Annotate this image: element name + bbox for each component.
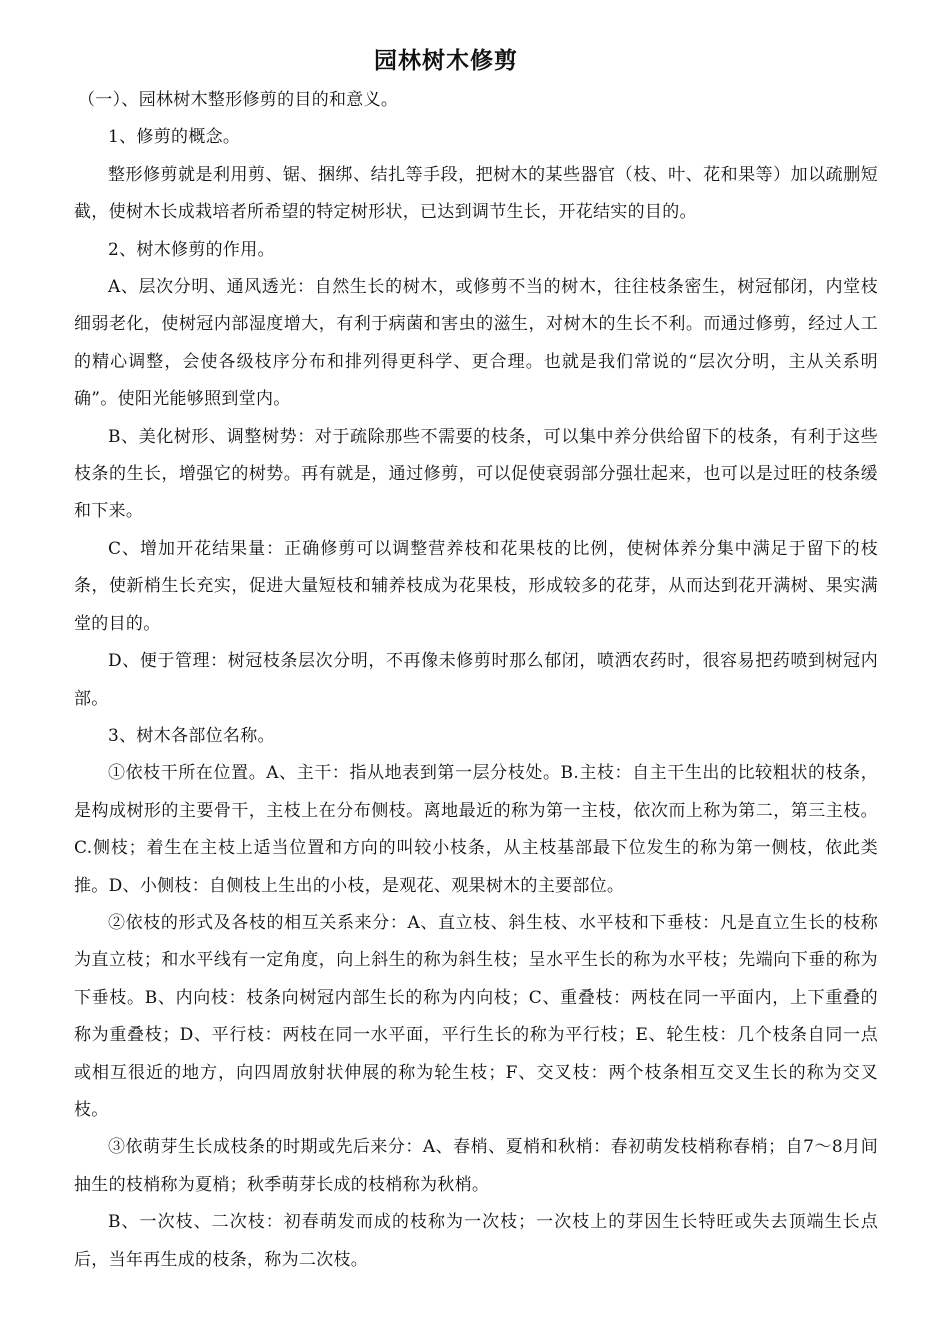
- subsection-heading: 1、修剪的概念。: [108, 127, 241, 148]
- body-paragraph: ③依萌芽生长成枝条的时期或先后来分：A、春梢、夏梢和秋梢：春初萌发枝梢称春梢；自7～8月间抽生的枝梢称为夏梢；秋季萌芽长成的枝梢称为秋梢。: [74, 1137, 878, 1195]
- body-paragraph: B、一次枝、二次枝：初春萌发而成的枝称为一次枝；一次枝上的芽因生长特旺或失去顶端生长点后，当年再生成的枝条，称为二次枝。: [74, 1212, 878, 1270]
- document-page: [74, 44, 878, 1279]
- body-paragraph: B、美化树形、调整树势：对于疏除那些不需要的枝条，可以集中养分供给留下的枝条，有利于这些枝条的生长，增强它的树势。再有就是，通过修剪，可以促使衰弱部分强壮起来，也可以是过旺的枝条缓和下来。: [74, 426, 878, 522]
- subsection-heading: 3、树木各部位名称。: [108, 725, 275, 746]
- body-paragraph: A、层次分明、通风透光：自然生长的树木，或修剪不当的树木，往往枝条密生，树冠郁闭，内堂枝细弱老化，使树冠内部湿度增大，有利于病菌和害虫的滋生，对树木的生长不利。而通过修剪，经过人工的精心调整，会使各级枝序分布和排列得更科学、更合理。也就是我们常说的“层次分明，主从关系明确”。使阳光能够照到堂内。: [74, 277, 878, 410]
- document-title: 园林树木修剪: [374, 48, 518, 74]
- body-paragraph: C、增加开花结果量：正确修剪可以调整营养枝和花果枝的比例，使树体养分集中满足于留下的枝条，使新梢生长充实，促进大量短枝和辅养枝成为花果枝，形成较多的花芽，从而达到花开满树、果实满堂的目的。: [74, 538, 878, 634]
- body-paragraph: 整形修剪就是利用剪、锯、捆绑、结扎等手段，把树木的某些器官（枝、叶、花和果等）加以疏删短截，使树木长成栽培者所希望的特定树形状，已达到调节生长，开花结实的目的。: [74, 164, 878, 223]
- body-paragraph: D、便于管理：树冠枝条层次分明，不再像未修剪时那么郁闭，喷洒农药时，很容易把药喷到树冠内部。: [74, 651, 878, 709]
- subsection-heading: 2、树木修剪的作用。: [108, 239, 275, 260]
- section-heading: （一）、园林树木整形修剪的目的和意义。: [78, 90, 399, 110]
- body-paragraph: ②依枝的形式及各枝的相互关系来分：A、直立枝、斜生枝、水平枝和下垂枝：凡是直立生长的枝称为直立枝；和水平线有一定角度，向上斜生的称为斜生枝；呈水平生长的称为水平枝；先端向下垂的称为下垂枝。B、内向枝：枝条向树冠内部生长的称为内向枝；C、重叠枝：两枝在同一平面内，上下重叠的称为重叠枝；D、平行枝：两枝在同一水平面，平行生长的称为平行枝；E、轮生枝：几个枝条自同一点或相互很近的地方，向四周放射状伸展的称为轮生枝；F、交叉枝：两个枝条相互交叉生长的称为交叉枝。: [74, 912, 878, 1120]
- body-paragraph: ①依枝干所在位置。A、主干：指从地表到第一层分枝处。B.主枝：自主干生出的比较粗状的枝条，是构成树形的主要骨干，主枝上在分布侧枝。离地最近的称为第一主枝，依次而上称为第二，第三主枝。C.侧枝；着生在主枝上适当位置和方向的叫较小枝条，从主枝基部最下位发生的称为第一侧枝，依此类推。D、小侧枝：自侧枝上生出的小枝，是观花、观果树木的主要部位。: [74, 763, 878, 896]
